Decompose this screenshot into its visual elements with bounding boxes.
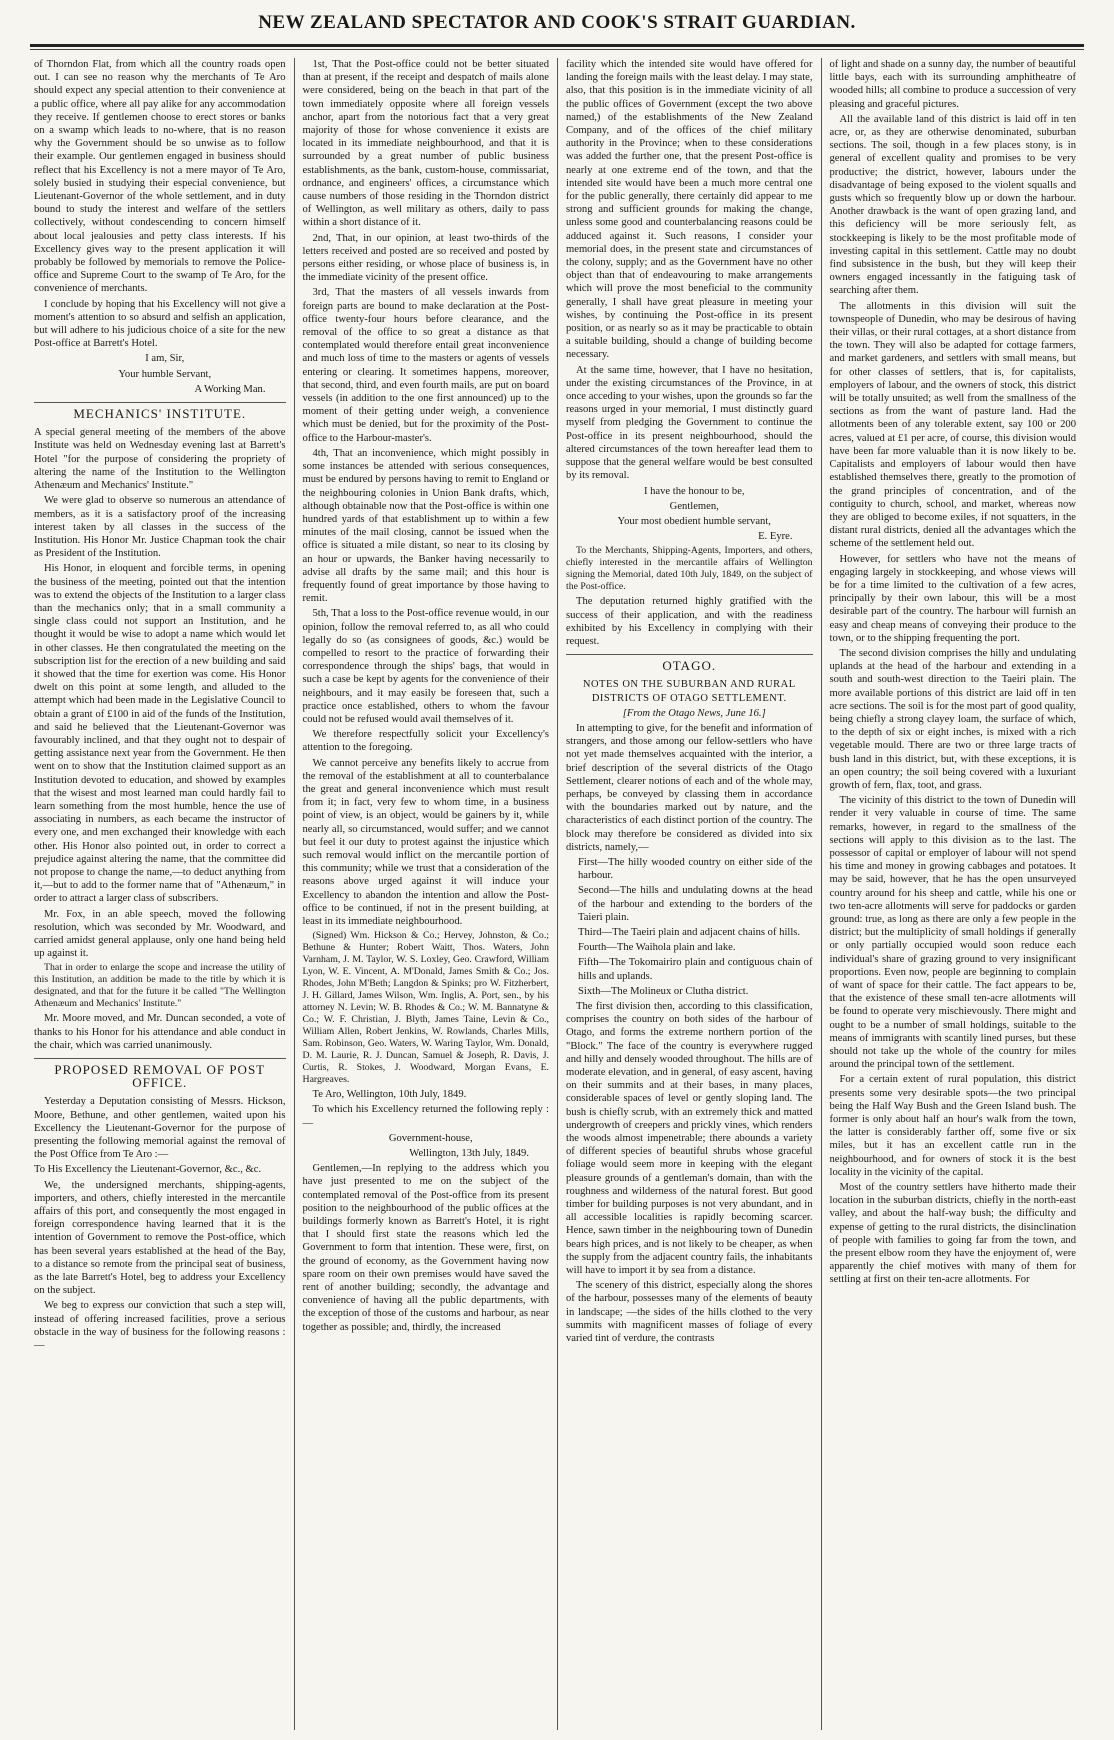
paragraph: The first division then, according to this classification, comprises the country on both sides of the harbour of Otago, and forms the extreme northern portion of the "Block." The face of the country is everywhere rugged and hilly and densely wooded throughout. The hills are of moderate elevation, and in general, of easy ascent, having on their summits and at their bases, in many places, considerable spaces of level or gently sloping land. The bush is chiefly scrub, with an extremely thick and matted undergrowth of creepers and prickly vines, which renders the woods almost impenetrable; there abounds a variety of different species of beautiful shrubs whose graceful foliage would seem more in keeping with the elegant pleasure grounds of a gentleman's domain, than with the roughness and wilderness of the natural forest. But good timber for building purposes is not very abundant, and in all accessible localities is rapidly becoming scarcer. Hence, sawn timber in the neighbouring town of Dunedin bears high prices, and is not likely to be cheaper, as when the supply from the adjacent country fails, the inhabitants will have to import it by sea from a distance. — [566, 1001, 813, 1277]
signature-name: A Working Man. — [194, 383, 266, 395]
article-heading: NOTES ON THE SUBURBAN AND RURAL DISTRICTS OF OTAGO SETTLEMENT. — [582, 679, 796, 704]
paragraph: In attempting to give, for the benefit and information of strangers, and those among our fellow-settlers who have not yet made themselves acquainted with the interior, a brief description of the several districts of the Otago Settlement, clearer notions of each and of the whole may, perhaps, be conveyed by classing them in accordance with the boundaries marked out by nature, and the characteristics of each distinct portion of the country. The block may therefore be considered as divided into six districts, namely,— — [566, 722, 813, 853]
paragraph: To which his Excellency returned the following reply :— — [302, 1104, 549, 1129]
paragraph: The allotments in this division will suit the townspeople of Dunedin, who may be desirous of having their villas, or their rural cottages, at a short distance from the town. They will also be adapted for cottage farmers, and market gardeners, and settlers with small means, but for other classes of settlers, that is, for capitalists, employers of labour, and the owners of stock, this district will be totally unsuited; as well from the smallness of the sections as from the want of pasture land. Had the allotments been of any tolerable extent, say 100 or 200 acres, valued at £1 per acre, of course, this division would have been far more valuable than it is now likely to be. Capitalists and employers of labour would then have established themselves there, greatly to the promotion of the grand principles of concentration, and of the contiguity to church, school, and market, whereas now they are obliged to become exiles, if not squatters, in the distant rural districts, denied all the advantages which the scheme of the settlement held out. — [829, 300, 1076, 550]
paragraph: At the same time, however, that I have no hesitation, under the existing circumstances of the Province, in at once acceding to your wishes, upon the grounds so far the reasons urged in your memorial, I must distinctly guard myself from pledging the Government to continue the Post-office in its present neighbourhood, should the altered circumstances of the town hereafter lead them to suppose that the general welfare would be best consulted by its removal. — [566, 364, 813, 482]
paragraph: of light and shade on a sunny day, the number of beautiful little bays, each with its surrounding amphitheatre of wooded hills; all combine to produce a succession of very pleasing and graceful pictures. — [829, 59, 1076, 110]
paragraph: The vicinity of this district to the town of Dunedin will render it very valuable in course of time. The same remarks, however, in regard to the smallness of the sections will apply to this division as to the last. The possessor of capital or employer of labour will not spend his time and money in growing cabbages and potatoes. It may be said, however, that he has the open unsurveyed country around for his sheep and cattle, while his one or two ten-acre allotments will serve for paddocks or garden ground: true, as long as there are only a few people in the district; but the multiplicity of small holdings if generally or only partially occupied would soon reduce each individual's share of grazing ground to very insignificant proportions. Even now, people are beginning to complain of want of space for their cattle. The fact appears to be, that the existence of these small ten-acre allotments will be found to operate very mischievously. There might and ought to be a number of small holdings, suitable to the means of immigrants with scantily lined purses, but these should not take up the whole of the country for miles around the principal town of the settlement. — [829, 795, 1076, 1071]
paragraph: We beg to express our conviction that such a step will, instead of offering increased facilities, prove a serious obstacle in the way of business for the following reasons :— — [34, 1300, 286, 1352]
signature-line: Your humble Servant, — [118, 368, 212, 380]
list-item: Third—The Taeiri plain and adjacent chains of hills. — [578, 926, 801, 938]
paragraph: For a certain extent of rural population, this district presents some very desirable spots—the two principal being the Half Way Bush and the Green Island bush. The former is only about half an hour's walk from the town, the latter is considerably farther off, some five or six miles, but it has an excellent cattle run in the neighbourhood, and for owners of stock it is the best locality in the vicinity of the capital. — [829, 1074, 1076, 1178]
paragraph: facility which the intended site would have offered for landing the foreign mails with the least delay. I may state, also, that this position is in the immediate vicinity of all the public offices of Government (except the two above named,) of the establishments of the New Zealand Company, and of the offices of the chief military authority in the Province; when to these considerations was added the further one, that the present Post-office is nearly at one extreme end of the town, and that the intended site would have been a much more central one for the public generally, there certainly did appear to me strong and sufficient grounds for making the change, unless some good and counterbalancing reasons could be adduced against it. Such reasons, I consider your memorial does, in the present state and circumstances of the colony, supply; and as the Government have no other object than that of endeavouring to make arrangements which will prove the most beneficial to the community generally, I shall have great pleasure in meeting your wishes, by continuing the Post-office in its present position, or as nearly so as it may be practicable to obtain a suitable building, should a change of building become necessary. — [566, 59, 813, 361]
paragraph: His Honor, in eloquent and forcible terms, in opening the business of the meeting, pointed out that the intention was to extend the objects of the Institution to a larger class than the mechanics only; that in a small community a single class could not support an Institution, and he thought it would be wise to adopt a name which would let in other classes. He then congratulated the meeting on the subscription list for the erection of a new building and said it showed that the time for exertion was come. His Honor dwelt on this point at some length, and alluded to the attempt which had been made in the Legislative Council to obtain a grant of £100 in aid of the funds of the Institution, and said he believed that the Lieutenant-Governor was favourably inclined, and that they ought not to despair of getting assistance next year from the Government. He then went on to show that the Institution claimed support as an Institution devoted to education, and showed by examples that the wisest and most learned man could hardly fail to learn something from the most humble, hence the use of associating in numbers, as each became the instructor of every one, and men exchanged their knowledge with each other. His Honor also pointed out, in order to correct a prejudice against altering the name, that the committee did not propose to change the name,—to deduct anything from it,—but to add to the former name that of "Athenæum," in order to attract a larger class of subscribers. — [34, 563, 286, 905]
masthead: NEW ZEALAND SPECTATOR AND COOK'S STRAIT GUARDIAN. — [258, 12, 856, 33]
closing-line: Your most obedient humble servant, — [617, 515, 771, 527]
column-2 — [294, 58, 558, 1730]
signature-name: E. Eyre. — [758, 531, 793, 543]
list-item: Sixth—The Molineux or Clutha district. — [578, 985, 749, 997]
list-item: Fifth—The Tokomairiro plain and contiguous chain of hills and uplands. — [578, 957, 813, 982]
section-heading: OTAGO. — [566, 654, 813, 672]
district-list — [566, 856, 813, 998]
paragraph: Gentlemen,—In replying to the address which you have just presented to me on the subject of the contemplated removal of the Post-office from its present position to the neighbourhood of the public offices at the buildings formerly known as Barrett's Hotel, it is right that I should first state the reasons which led the Government to form that intention. These were, first, on the ground of economy, as the Government having now spare room on their own premises would have saved the rent of another building; secondly, the advantage and convenience of having all the public departments, with the exception of those of the customs and harbour, as near together as possible; and, thirdly, the increased — [302, 1163, 549, 1333]
section-heading: MECHANICS' INSTITUTE. — [34, 402, 286, 420]
list-item: Fourth—The Waihola plain and lake. — [578, 942, 736, 954]
paragraph: I conclude by hoping that his Excellency will not give a moment's attention to so absurd and selfish an application, but will adhere to his judicious choice of a site for the new Post-office at Barrett's Hotel. — [34, 298, 286, 350]
column-1 — [30, 58, 294, 1730]
paragraph: The deputation returned highly gratified with the success of their application, and with the readiness exhibited by his Excellency in complying with their request. — [566, 596, 813, 647]
paragraph: Most of the country settlers have hitherto made their location in the suburban districts, chiefly in the north-east valley, and about the half-way bush; the difficulty and expense of getting to the rural districts, the disinclination of people with families to going far from the town, and the present elbow room they have the enjoyment of, were apparently the chief motives with many of them for settling at first on their ten-acre allotments. For — [829, 1182, 1076, 1286]
paragraph: We cannot perceive any benefits likely to accrue from the removal of the establishment at all to counterbalance the great and general inconvenience which must result from it; in fact, very few to whom time, in a business point of view, is an object, would be gainers by it, while nearly all, so circumstanced, would suffer; and we cannot but feel it our duty to protest against the injustice which such removal would inflict on the mercantile portion of this community; while we trust that a consideration of the reasons above urged against it will induce your Excellency to abandon the intention and allow the Post-office to be continued, if not in the present building, at least in its immediate neighbourhood. — [302, 757, 549, 927]
masthead-rule — [30, 44, 1084, 47]
paragraph: 3rd, That the masters of all vessels inwards from foreign parts are bound to make declaration at the Post-office twenty-four hours before clearance, and the removal of the office to so great a distance as that contemplated would therefore entail great inconvenience and much loss of time to the masters or agents of vessels entering or clearing. It sometimes happens, moreover, that second, third, and even fourth mails, are put on board vessels (in addition to the one first announced) up to the moment of their getting under weigh, a convenience which must be denied, but for the proximity of the Post-office to the Harbour-master's. — [302, 287, 549, 444]
paragraph: 2nd, That, in our opinion, at least two-thirds of the letters received and posted are so received and posted by persons either residing, or whose place of business is, in the immediate vicinity of the present office. — [302, 232, 549, 284]
resolution: That in order to enlarge the scope and increase the utility of this Institution, an addition be made to the title by which it is designated, and that for the future it be called "The Wellington Athenæum and Mechanics' Institute." — [34, 962, 286, 1010]
paragraph: 4th, That an inconvenience, which might possibly in some instances be attended with serious consequences, must be endured by persons having to remit to England or the neighbouring colonies in Union Bank drafts, which, although obtainable now that the Post-office is within one hundred yards of that establishment up to within a few minutes of the mail closing, cannot be issued when the office is situated a mile distant, so near to its closing by an hour or upwards, the Banker having necessarily to advise all drafts by the same mail; and this hour is frequently found of great importance by those having to remit. — [302, 447, 549, 605]
paragraph: We therefore respectfully solicit your Excellency's attention to the foregoing. — [302, 729, 549, 754]
section-heading: PROPOSED REMOVAL OF POST OFFICE. — [34, 1058, 286, 1089]
paragraph: 5th, That a loss to the Post-office revenue would, in our opinion, follow the removal referred to, as all who could legally do so (as consignees of goods, &c.) would be compelled to resort to the practice of forwarding their correspondence through the ships' bags, that would in such a case be kept by agents for the convenience of their neighbours, and it may easily be foreseen that, such a practice once established, others to whom the favour could not be refused would avail themselves of it. — [302, 608, 549, 725]
masthead-rule-thin — [30, 49, 1084, 50]
dateline: Government-house, — [388, 1132, 473, 1144]
dateline: Wellington, 13th July, 1849. — [409, 1148, 529, 1160]
paragraph: A special general meeting of the members of the above Institute was held on Wednesday evening last at Barrett's Hotel "for the purpose of considering the propriety of altering the name of the Institution to the Wellington Athenæum and Mechanics' Institute." — [34, 427, 286, 492]
address-line: To His Excellency the Lieutenant-Governor, &c., &c. — [34, 1164, 262, 1176]
paragraph: We, the undersigned merchants, shipping-agents, importers, and others, chiefly interested in the mercantile affairs of this port, and consequently the most engaged in foreign correspondence having learned that it is the intention of Government to remove the Post-office, which has been several years established at the head of the Bay, to a distance so remote from the principal seat of business, as the late Barrett's Hotel, beg to address your Excellency on the subject. — [34, 1179, 286, 1297]
list-item: Second—The hills and undulating downs at the head of the harbour and extending to the borders of the Taieri plain. — [578, 885, 813, 923]
paragraph: Mr. Fox, in an able speech, moved the following resolution, which was seconded by Mr. Woodward, and carried amidst general applause, only one hand being held up against it. — [34, 908, 286, 960]
paragraph: of Thorndon Flat, from which all the country roads open out. I can see no reason why the merchants of Te Aro should expect any special attention to their convenience at a public office, where all pay alike for any accommodation they receive. If gentlemen choose to erect stores or banks on a swamp which leads to no-where, that is no reason why the Government should be so unwise as to follow their example. Our gentlemen engaged in business should reflect that his Excellency is not a mere mayor of Te Aro, solely busied in studying their especial convenience, but Lieutenant-Governor of the whole settlement, and in duty bound to study the interest and welfare of the settlers collectively, without condescending to concern himself about local jealousies and petty class interests. If his Excellency gives way to the present application it will probably be followed by memorials to remove the Police-office and Supreme Court to the swamp of Te Aro, for the convenience of merchants. — [34, 59, 286, 295]
column-3 — [557, 58, 821, 1730]
signatories: (Signed) Wm. Hickson & Co.; Hervey, Johnston, & Co.; Bethune & Hunter; Robert Waitt, Thos. Waters, John Varnham, J. M. Taylor, W. S. Loxley, Geo. Crawford, William Lyon, W. E. Vincent, A. M'Donald, James Smith & Co.; Jos. Rhodes, John M'Beth; Langdon & Spinks; pro W. Fitzherbert, J. H. Gillard, James Wilson, Wm. Inglis, A. Port, sen., by his attorney N. Levin; W. B. Rhodes & Co.; W. M. Bannatyne & Co.; W. F. Christian, J. Blyth, James Taine, Levin & Co., William Allen, Robert Jenkins, W. Rowlands, Charles Mills, Sam. Robinson, Geo. Waters, W. Waring Taylor, Wm. Donald, D. M. Laurie, R. J. Duncan, Samuel & Joseph, R. Davis, J. Curtis, R. Stokes, J. Woodward, Morgan Evans, E. Hargreaves. — [302, 930, 549, 1086]
source-line: [From the Otago News, June 16.] — [622, 707, 766, 719]
signature-line: I am, Sir, — [145, 353, 185, 365]
paragraph: The second division comprises the hilly and undulating uplands at the head of the harbour and extending in a south and south-west direction to the Taeiri plain. The more available portions of this district are laid off in ten acre sections. The soil is for the most part of good quality, being chiefly a strong clayey loam, the surface of which, to the depth of six or eight inches, is mixed with a rich vegetable mould. There are two or three large tracts of bush land in this district, but, with these exceptions, it is an open country; the soil being covered with a luxuriant growth of fern, flax, toot, and grass. — [829, 647, 1076, 791]
paragraph: The scenery of this district, especially along the shores of the harbour, possesses many of the elements of beauty in landscape; —the sides of the hills clothed to the very summits with magnificent masses of foliage of every varied tint of verdure, the contrasts — [566, 1280, 813, 1345]
dateline: Te Aro, Wellington, 10th July, 1849. — [312, 1089, 467, 1101]
paragraph: 1st, That the Post-office could not be better situated than at present, if the receipt and despatch of mails alone were considered, being on the beach in that part of the town immediately opposite where all foreign vessels anchor, apart from the notorious fact that a very great majority of those for whose convenience it exists are located in its immediate neighbourhood, and that it is surrounded by a great number of public business establishments, as the bank, custom-house, commissariat, ordnance, and engineers' offices, a circumstance which cause numbers of those residing in the Thorndon district of Wellington, as well military as others, daily to pass within a short distance of it. — [302, 59, 549, 229]
list-item: First—The hilly wooded country on either side of the harbour. — [578, 856, 813, 882]
columns — [30, 58, 1084, 1730]
paragraph: All the available land of this district is laid off in ten acre, or, as they are otherwise denominated, suburban sections. The soil, though in a few places stony, is in general of excellent quality and promises to be very productive; the district, however, labours under the disadvantage of being exposed to the violent squalls and gusts which so frequently blow up or down the harbour. Another drawback is the want of open grazing land, and this deficiency will be more seriously felt, as stockkeeping is likely to be the most profitable mode of investing capital in this settlement. Cattle may no doubt find subsistence in the bush, but they will keep their owners engaged incessantly in the fatiguing task of searching after them. — [829, 113, 1076, 297]
closing-line: Gentlemen, — [669, 500, 719, 512]
paragraph: However, for settlers who have not the means of engaging largely in stockkeeping, and whose views will be for a time limited to the cultivation of a few acres, principally by their own labour, this will be a most desirable part of the country. The harbour will furnish an easy and cheap means of conveying their produce to the town, or to the shipping frequenting the port. — [829, 553, 1076, 644]
column-4 — [821, 58, 1085, 1730]
paragraph: Mr. Moore moved, and Mr. Duncan seconded, a vote of thanks to his Honor for his attendance and able conduct in the chair, which was carried unanimously. — [34, 1013, 286, 1051]
paragraph: We were glad to observe so numerous an attendance of members, as it is a satisfactory proof of the increasing interest taken by all classes in the success of the Institution. His Honor Mr. Justice Chapman took the chair as President of the Institution. — [34, 495, 286, 560]
closing-line: I have the honour to be, — [643, 485, 745, 497]
address-line: To the Merchants, Shipping-Agents, Importers, and others, chiefly interested in the mercantile affairs of Wellington signing the Memorial, dated 10th July, 1849, on the subject of the Post-office. — [566, 545, 813, 593]
paragraph: Yesterday a Deputation consisting of Messrs. Hickson, Moore, Bethune, and other gentlemen, waited upon his Excellency the Lieutenant-Governor for the purpose of presenting the following memorial against the removal of the Post Office from Te Aro :— — [34, 1096, 286, 1161]
